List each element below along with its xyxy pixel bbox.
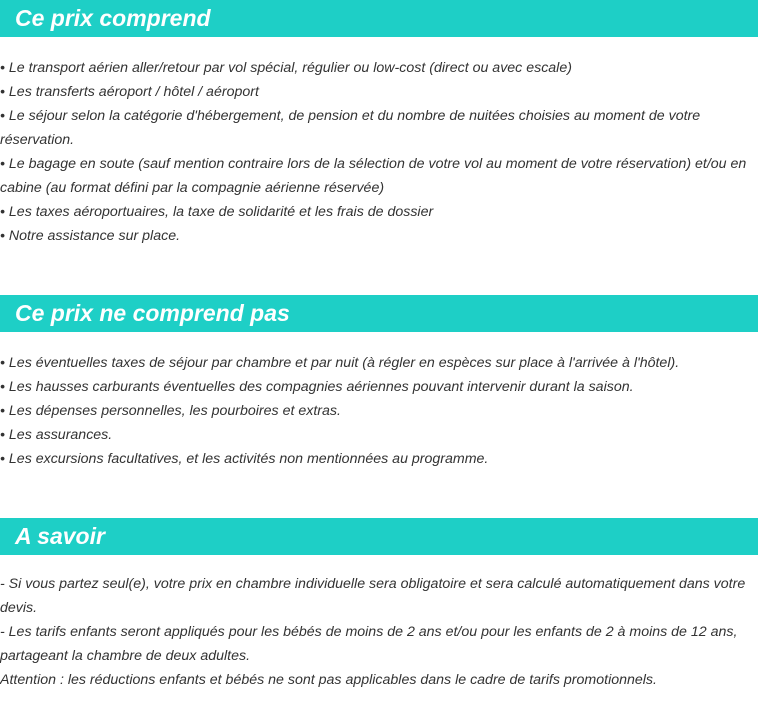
list-item: • Notre assistance sur place. bbox=[0, 228, 181, 244]
list-item: - Si vous partez seul(e), votre prix en chambre individuelle sera obligatoire et sera calculé automatiquement dans votre bbox=[0, 576, 746, 592]
section-price-includes bbox=[0, 0, 758, 248]
list-item: • Les excursions facultatives, et les activités non mentionnées au programme. bbox=[0, 451, 489, 467]
section-title: Ce prix ne comprend pas bbox=[15, 300, 290, 326]
list-item: • Les assurances. bbox=[0, 427, 113, 443]
section-title: A savoir bbox=[15, 523, 105, 549]
section-title: Ce prix comprend bbox=[15, 5, 211, 31]
list-item: • Les éventuelles taxes de séjour par chambre et par nuit (à régler en espèces sur place à l'arrivée à l'hôtel). bbox=[0, 355, 680, 371]
list-item: partageant la chambre de deux adultes. bbox=[0, 648, 251, 664]
list-item: devis. bbox=[0, 600, 38, 616]
list-item: • Le transport aérien aller/retour par vol spécial, régulier ou low-cost (direct ou avec escale) bbox=[0, 60, 572, 76]
section-header bbox=[0, 295, 758, 332]
list-item: • Les taxes aéroportuaires, la taxe de solidarité et les frais de dossier bbox=[0, 204, 434, 220]
section-body bbox=[0, 572, 758, 692]
list-item: • Les hausses carburants éventuelles des compagnies aériennes pouvant intervenir durant la saison. bbox=[0, 379, 634, 395]
list-item: - Les tarifs enfants seront appliqués pour les bébés de moins de 2 ans et/ou pour les enfants de 2 à moins de 12 ans, bbox=[0, 624, 738, 640]
section-header bbox=[0, 518, 758, 555]
section-body bbox=[0, 56, 758, 248]
list-item: • Les transferts aéroport / hôtel / aéroport bbox=[0, 84, 259, 100]
section-good-to-know bbox=[0, 518, 758, 692]
list-item: • Le séjour selon la catégorie d'hébergement, de pension et du nombre de nuitées choisies au moment de votre bbox=[0, 108, 701, 124]
list-item: • Les dépenses personnelles, les pourboires et extras. bbox=[0, 403, 341, 419]
list-item: • Le bagage en soute (sauf mention contraire lors de la sélection de votre vol au moment de votre réservation) et/ou en bbox=[0, 156, 747, 172]
section-header bbox=[0, 0, 758, 37]
list-item: cabine (au format défini par la compagnie aérienne réservée) bbox=[0, 180, 385, 196]
list-item: Attention : les réductions enfants et bébés ne sont pas applicables dans le cadre de tarifs promotionnels. bbox=[0, 672, 657, 688]
list-item: réservation. bbox=[0, 132, 75, 148]
section-body bbox=[0, 351, 758, 471]
section-price-excludes bbox=[0, 295, 758, 471]
